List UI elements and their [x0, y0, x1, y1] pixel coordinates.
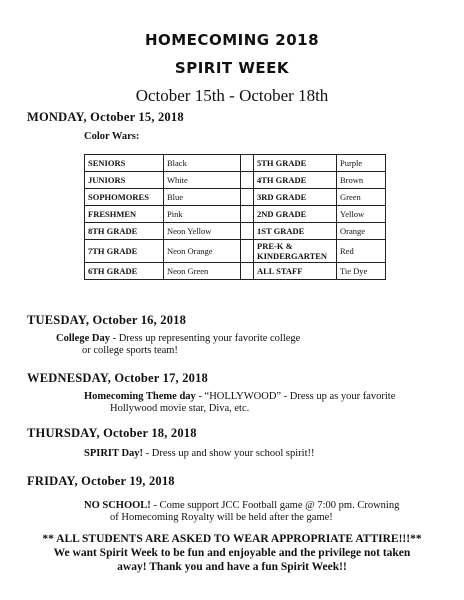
page-title: HOMECOMING 2018 — [144, 31, 320, 49]
color-cell: Neon Green — [164, 263, 241, 280]
grade-cell: 6TH GRADE — [85, 263, 164, 280]
grade-cell: PRE-K & KINDERGARTEN — [254, 240, 337, 263]
wednesday-line2: Hollywood movie star, Diva, etc. — [110, 403, 250, 414]
wednesday-label: Homecoming Theme day — [84, 391, 196, 402]
grade-cell: JUNIORS — [85, 172, 164, 189]
color-cell: Neon Orange — [164, 240, 241, 263]
wednesday-line1: - “HOLLYWOOD” - Dress up as your favorite — [195, 391, 396, 402]
friday-line2: of Homecoming Royalty will be held after the game! — [110, 512, 333, 523]
grade-cell: 2ND GRADE — [254, 206, 337, 223]
divider-cell — [241, 189, 254, 206]
tuesday-line1: - Dress up representing your favorite college — [109, 333, 301, 344]
color-cell: Brown — [337, 172, 386, 189]
grade-cell: 5TH GRADE — [254, 155, 337, 172]
divider-cell — [241, 206, 254, 223]
date-range: October 15th - October 18th — [135, 86, 329, 105]
color-cell: Yellow — [337, 206, 386, 223]
table-row — [85, 263, 386, 280]
footer-line1: ** ALL STUDENTS ARE ASKED TO WEAR APPROPRIATE ATTIRE!!!** — [42, 533, 422, 545]
grade-cell: 4TH GRADE — [254, 172, 337, 189]
wednesday-heading: WEDNESDAY, October 17, 2018 — [27, 371, 208, 385]
table-row — [85, 155, 386, 172]
color-cell: Black — [164, 155, 241, 172]
color-cell: Blue — [164, 189, 241, 206]
friday-label: NO SCHOOL! — [84, 500, 151, 511]
tuesday-description — [56, 333, 300, 357]
grade-cell: SOPHOMORES — [85, 189, 164, 206]
footer-line3: away! Thank you and have a fun Spirit Week!! — [117, 561, 347, 573]
friday-line1: - Come support JCC Football game @ 7:00 pm. Crowning — [150, 500, 400, 511]
grade-cell: 1ST GRADE — [254, 223, 337, 240]
thursday-description — [84, 448, 315, 460]
color-wars-label: Color Wars: — [84, 131, 140, 142]
divider-cell — [241, 172, 254, 189]
table-row — [85, 189, 386, 206]
thursday-line1: - Dress up and show your school spirit!! — [143, 448, 315, 459]
tuesday-line2: or college sports team! — [82, 345, 178, 356]
divider-cell — [241, 263, 254, 280]
grade-cell: 7TH GRADE — [85, 240, 164, 263]
color-cell: Orange — [337, 223, 386, 240]
wednesday-description — [84, 391, 395, 415]
color-cell: Purple — [337, 155, 386, 172]
table-row — [85, 206, 386, 223]
divider-cell — [241, 240, 254, 263]
friday-description — [84, 500, 399, 524]
friday-heading: FRIDAY, October 19, 2018 — [27, 474, 175, 488]
color-cell: Tie Dye — [337, 263, 386, 280]
monday-heading: MONDAY, October 15, 2018 — [27, 110, 184, 124]
divider-cell — [241, 155, 254, 172]
tuesday-heading: TUESDAY, October 16, 2018 — [27, 313, 187, 327]
grade-cell: 8TH GRADE — [85, 223, 164, 240]
table-row — [85, 223, 386, 240]
color-cell: Pink — [164, 206, 241, 223]
grade-cell: FRESHMEN — [85, 206, 164, 223]
table-row — [85, 172, 386, 189]
footer-notice — [0, 532, 464, 574]
color-cell: White — [164, 172, 241, 189]
grade-cell: 3RD GRADE — [254, 189, 337, 206]
divider-cell — [241, 223, 254, 240]
color-cell: Red — [337, 240, 386, 263]
thursday-heading: THURSDAY, October 18, 2018 — [27, 426, 197, 440]
color-cell: Neon Yellow — [164, 223, 241, 240]
table-row — [85, 240, 386, 263]
page-subtitle: SPIRIT WEEK — [174, 59, 290, 77]
tuesday-label: College Day — [56, 333, 110, 344]
thursday-label: SPIRIT Day! — [84, 448, 144, 459]
footer-line2: We want Spirit Week to be fun and enjoyable and the privilege not taken — [53, 547, 411, 559]
grade-cell: SENIORS — [85, 155, 164, 172]
color-cell: Green — [337, 189, 386, 206]
color-wars-table — [84, 154, 386, 280]
grade-cell: ALL STAFF — [254, 263, 337, 280]
